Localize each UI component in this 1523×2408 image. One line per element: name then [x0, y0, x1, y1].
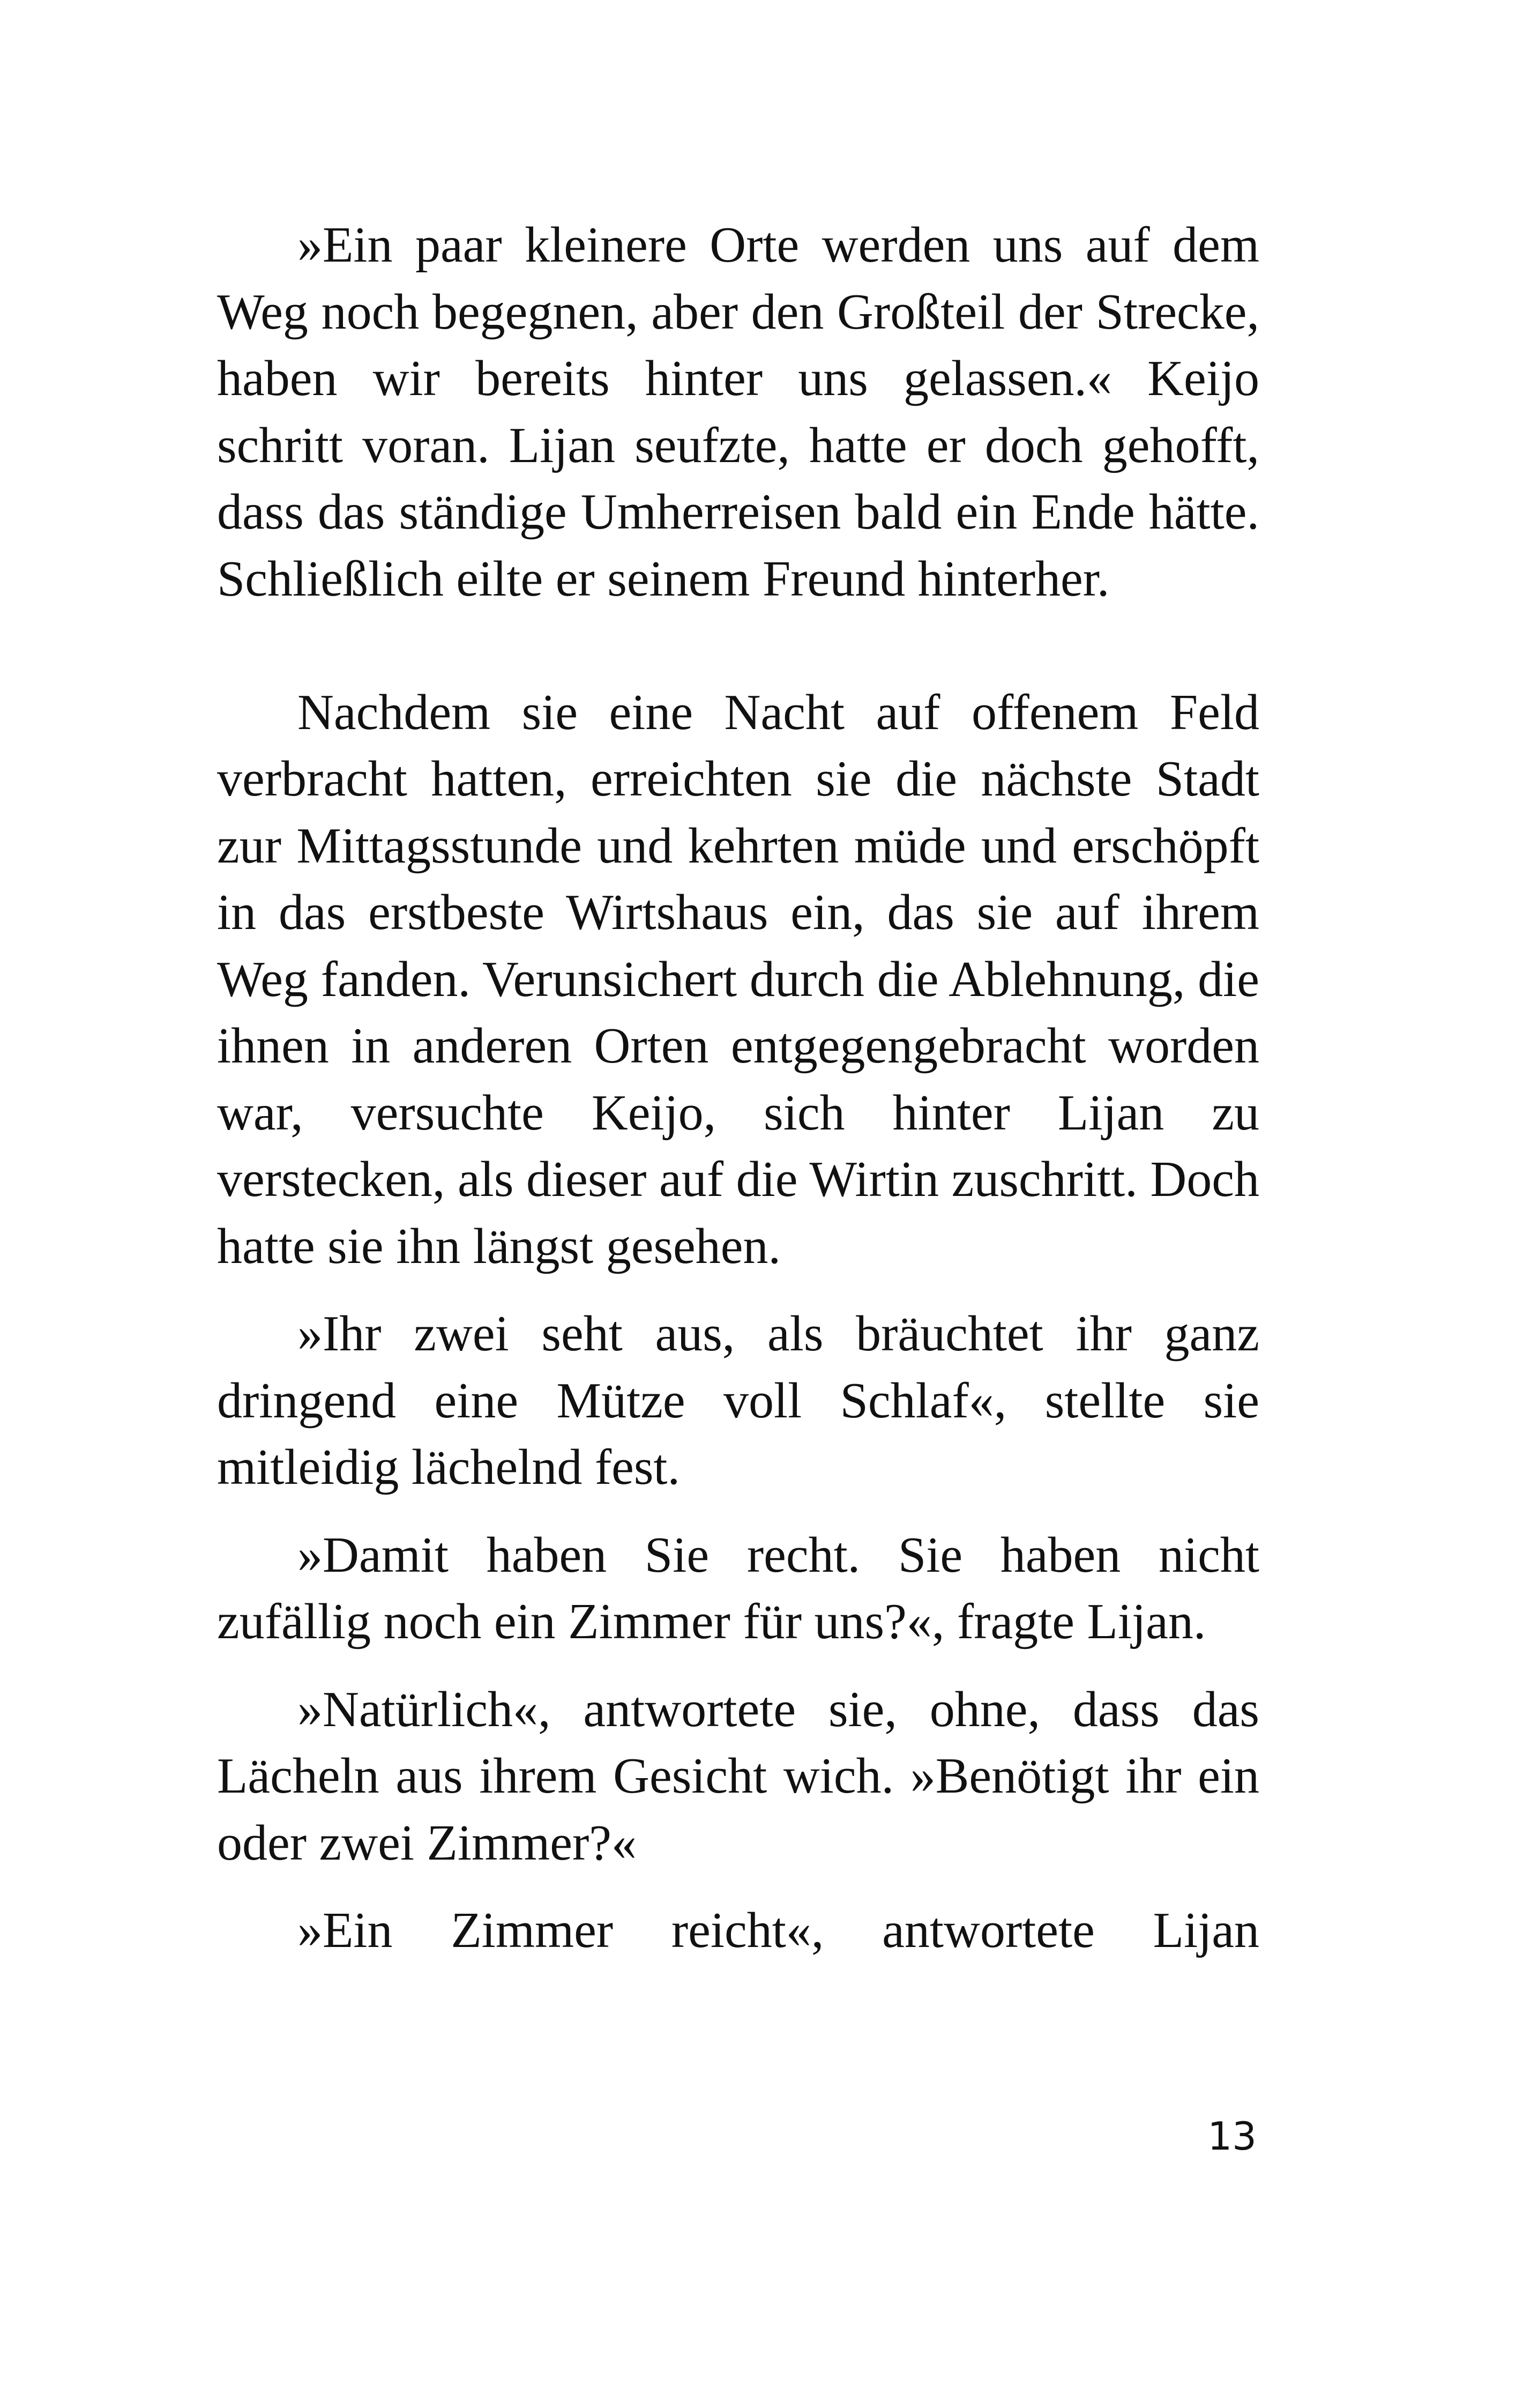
- paragraph: »Damit haben Sie recht. Sie haben nicht zufällig noch ein Zimmer für uns?«, fragte Lijan.: [217, 1527, 1259, 1649]
- paragraph: »Natürlich«, antwortete sie, ohne, dass das Lächeln aus ihrem Gesicht wich. »Benötigt ihr ein oder zwei Zimmer?«: [217, 1681, 1259, 1871]
- paragraph: »Ihr zwei seht aus, als bräuchtet ihr ganz dringend eine Mütze voll Schlaf«, stellte sie mitleidig lächelnd fest.: [217, 1306, 1259, 1495]
- page-number: 13: [1207, 2114, 1257, 2159]
- scene-break: [217, 612, 1259, 679]
- paragraph: »Ein Zimmer reicht«, antwortete Lijan: [297, 1902, 1259, 1958]
- paragraph: Nachdem sie eine Nacht auf offenem Feld verbracht hatten, erreichten sie die nächste Stadt zur Mittagsstunde und kehrten müde und erschöpft in das erstbeste Wirtshaus ein, das sie auf ihrem Weg fanden. Verunsichert durch die Ablehnung, die ihnen in anderen Orten entgegengebracht worden war, versuchte Keijo, sich hinter Lijan zu verstecken, als dieser auf die Wirtin zuschritt. Doch hatte sie ihn längst gesehen.: [217, 684, 1259, 1274]
- paragraph: »Ein paar kleinere Orte werden uns auf dem Weg noch begegnen, aber den Großteil der Strecke, haben wir bereits hinter uns gelassen.« Keijo schritt voran. Lijan seufzte, hatte er doch gehofft, dass das ständige Umherreisen bald ein Ende hätte. Schließlich eilte er seinem Freund hinterher.: [217, 217, 1259, 607]
- body-text: [217, 212, 1259, 1964]
